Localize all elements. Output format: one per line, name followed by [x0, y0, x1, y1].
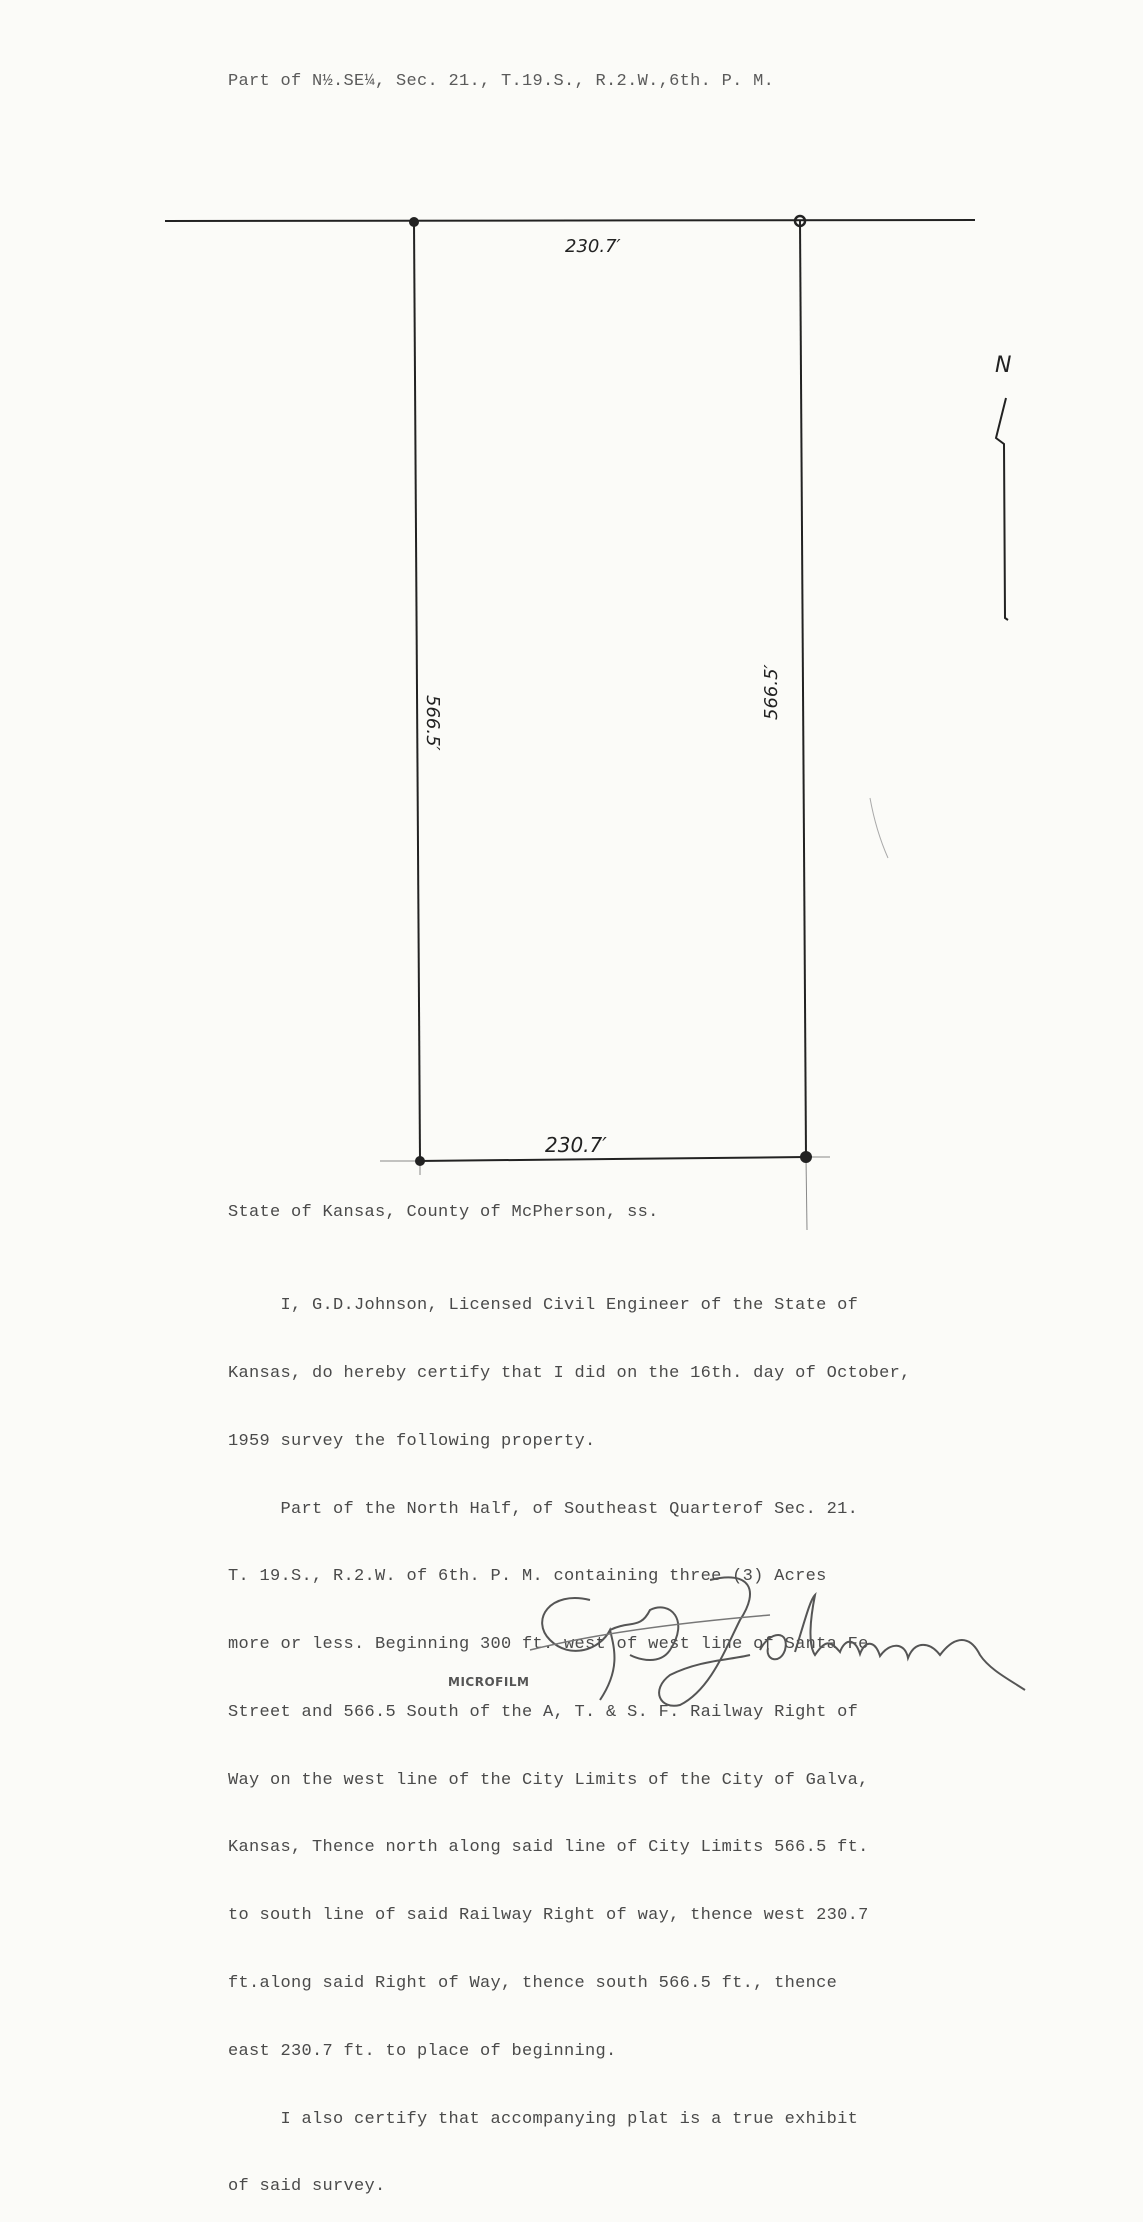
legal-location-header: Part of N½.SE¼, Sec. 21., T.19.S., R.2.W.,6th. P. M. [228, 72, 775, 91]
top-dimension-label: 230.7′ [565, 236, 621, 257]
certification-line: more or less. Beginning 300 ft. west of west line of Santa Fe [228, 1635, 869, 1655]
certification-line: I also certify that accompanying plat is a true exhibit [228, 2109, 859, 2129]
corner-marker-se [800, 1151, 812, 1163]
certification-line: east 230.7 ft. to place of beginning. [228, 2041, 617, 2061]
west-parcel-line [414, 222, 420, 1160]
stray-pencil-mark [870, 798, 888, 858]
right-dimension-label: 566.5′ [761, 664, 782, 720]
east-parcel-line [800, 221, 806, 1157]
certification-line: of said survey. [228, 2177, 386, 2197]
bottom-dimension-label: 230.7′ [545, 1133, 607, 1157]
left-dimension-label: 566.5′ [422, 695, 443, 751]
certification-line: Street and 566.5 South of the A, T. & S. F. Railway Right of [228, 1702, 859, 1722]
certification-line: Part of the North Half, of Southeast Quarterof Sec. 21. [228, 1499, 859, 1519]
north-arrow-icon [996, 398, 1008, 620]
corner-marker-sw [415, 1156, 425, 1166]
east-extension-down [806, 1157, 807, 1230]
certification-line: Kansas, do hereby certify that I did on the 16th. day of October, [228, 1363, 911, 1383]
certification-line: ft.along said Right of Way, thence south 566.5 ft., thence [228, 1974, 838, 1993]
certification-line: to south line of said Railway Right of way, thence west 230.7 [228, 1906, 869, 1926]
corner-marker-nw [409, 217, 419, 227]
handwritten-signature [510, 1560, 1030, 1710]
top-boundary-line [165, 220, 975, 221]
certification-line: T. 19.S., R.2.W. of 6th. P. M. containing three (3) Acres [228, 1567, 827, 1587]
certification-line: I, G.D.Johnson, Licensed Civil Engineer of the State of [228, 1296, 859, 1316]
certification-line: Kansas, Thence north along said line of City Limits 566.5 ft. [228, 1838, 869, 1858]
certification-line: Way on the west line of the City Limits of the City of Galva, [228, 1770, 869, 1790]
certification-line: 1959 survey the following property. [228, 1431, 596, 1451]
venue-line: State of Kansas, County of McPherson, ss. [228, 1203, 659, 1222]
north-arrow-label: N [995, 353, 1012, 378]
south-parcel-line [418, 1157, 806, 1161]
microfilm-stamp: MICROFILM [448, 1675, 530, 1689]
certification-paragraph [228, 1250, 911, 2222]
